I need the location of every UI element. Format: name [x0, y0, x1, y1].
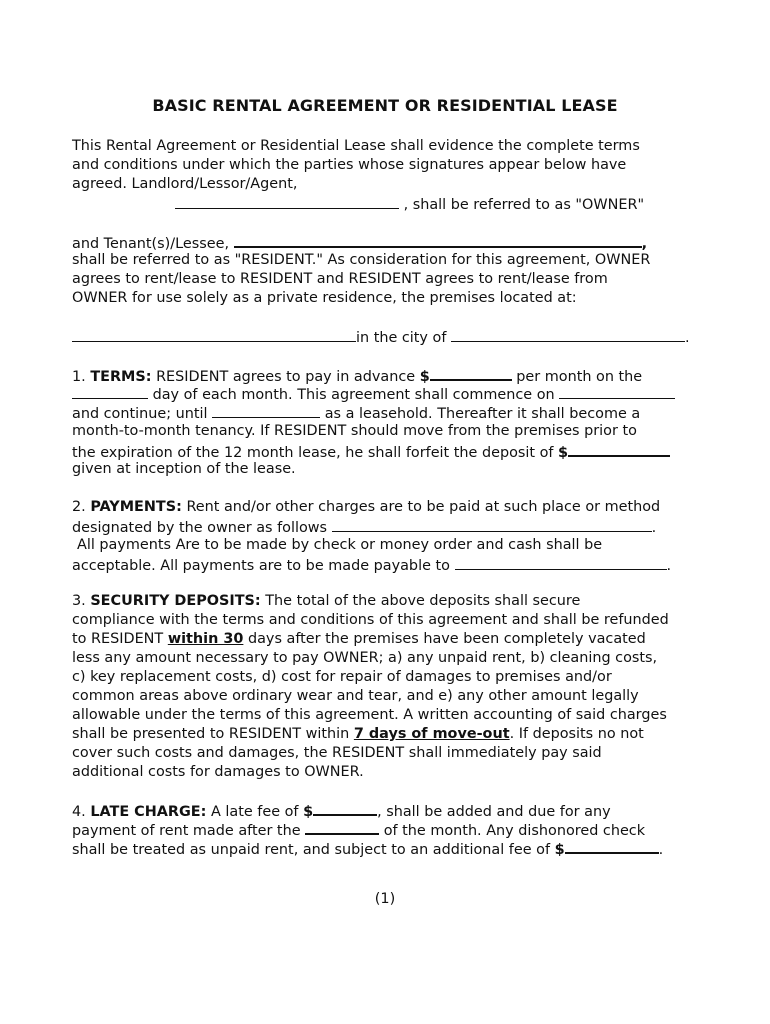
dollar-sign: $	[558, 445, 569, 461]
late-due-text: , shall be added and due for any	[377, 804, 611, 820]
dollar-sign: $	[419, 369, 430, 385]
vacated-text: days after the premises have been completely vacated	[247, 631, 646, 647]
rent-amount-blank[interactable]	[430, 365, 512, 381]
security-heading: SECURITY DEPOSITS:	[90, 593, 261, 609]
late-period: .	[658, 842, 664, 858]
payments-line-4	[72, 555, 671, 576]
payments-line-2	[72, 517, 656, 538]
tenant-comma: ,	[641, 236, 648, 252]
deposit-amount-blank[interactable]	[568, 441, 670, 457]
security-line-9: cover such costs and damages, the RESIDENT shall immediately pay said	[72, 745, 602, 761]
tenant-line-4: OWNER for use solely as a private residence, the premises located at:	[72, 290, 577, 306]
terms-line-4: month-to-month tenancy. If RESIDENT should move from the premises prior to	[72, 423, 637, 439]
intro-line-4	[175, 194, 644, 215]
security-line-8	[72, 725, 644, 744]
payee-blank[interactable]	[455, 555, 667, 570]
dishonored-text: of the month. Any dishonored check	[383, 823, 646, 839]
tenant-line-3: agrees to rent/lease to RESIDENT and RESIDENT agrees to rent/lease from	[72, 271, 608, 287]
intro-line-3: agreed. Landlord/Lessor/Agent,	[72, 176, 298, 192]
security-line-4: less any amount necessary to pay OWNER; a) any unpaid rent, b) cleaning costs,	[72, 650, 658, 666]
move-out-emphasis: 7 days of move-out	[353, 726, 510, 742]
terms-number: 1.	[72, 369, 86, 385]
dollar-sign: $	[554, 842, 565, 858]
security-line-3	[72, 630, 646, 649]
accounting-text: shall be presented to RESIDENT within	[72, 726, 350, 742]
city-label: in the city of	[356, 330, 447, 346]
forfeit-text: the expiration of the 12 month lease, he shall forfeit the deposit of	[72, 445, 554, 461]
security-line-1	[72, 592, 580, 611]
terms-line-2	[72, 384, 675, 405]
security-number: 3.	[72, 593, 86, 609]
tenant-line-2: shall be referred to as "RESIDENT." As consideration for this agreement, OWNER	[72, 252, 651, 268]
payments-number: 2.	[72, 499, 86, 515]
intro-line-1: This Rental Agreement or Residential Lease shall evidence the complete terms	[72, 138, 640, 154]
late-line-3	[72, 838, 663, 860]
late-number: 4.	[72, 804, 86, 820]
commence-date-blank[interactable]	[559, 384, 675, 399]
terms-line-6: given at inception of the lease.	[72, 461, 296, 477]
refund-text: to RESIDENT	[72, 631, 164, 647]
deposits-text: . If deposits no not	[509, 726, 644, 742]
tenant-label: and Tenant(s)/Lessee,	[72, 236, 230, 252]
payments-line-3: All payments Are to be made by check or money order and cash shall be	[77, 537, 603, 553]
owner-name-blank[interactable]	[175, 194, 399, 209]
security-line-6: common areas above ordinary wear and tear, and e) any other amount legally	[72, 688, 639, 704]
payments-text: Rent and/or other charges are to be paid at such place or method	[186, 499, 661, 515]
additional-fee-text: shall be treated as unpaid rent, and subject to an additional fee of	[72, 842, 551, 858]
late-heading: LATE CHARGE:	[90, 804, 207, 820]
terms-line-3	[72, 403, 640, 424]
additional-fee-blank[interactable]	[565, 838, 659, 854]
document-title: BASIC RENTAL AGREEMENT OR RESIDENTIAL LEASE	[152, 96, 618, 115]
owner-reference-text: , shall be referred to as "OWNER"	[403, 197, 645, 213]
intro-line-2: and conditions under which the parties whose signatures appear below have	[72, 157, 627, 173]
security-text: The total of the above deposits shall secure	[265, 593, 581, 609]
premises-address-blank[interactable]	[72, 327, 356, 342]
terms-text-b: per month on the	[516, 369, 643, 385]
until-date-blank[interactable]	[212, 403, 320, 418]
refund-days-emphasis: within 30	[167, 631, 244, 647]
payments-method-text: designated by the owner as follows	[72, 520, 328, 536]
security-line-10: additional costs for damages to OWNER.	[72, 764, 364, 780]
late-fee-text: A late fee of	[210, 804, 299, 820]
dollar-sign: $	[303, 804, 314, 820]
premises-period: .	[684, 330, 690, 346]
terms-text: RESIDENT agrees to pay in advance	[156, 369, 416, 385]
page-number: (1)	[374, 891, 396, 907]
payable-text: acceptable. All payments are to be made payable to	[72, 558, 450, 574]
late-day-blank[interactable]	[305, 819, 379, 835]
terms-leasehold-text: as a leasehold. Thereafter it shall become a	[324, 406, 641, 422]
payment-day-blank[interactable]	[72, 384, 148, 399]
payable-period: .	[666, 558, 672, 574]
terms-heading: TERMS:	[90, 369, 152, 385]
payments-line-1	[72, 498, 660, 517]
tenant-name-blank[interactable]	[234, 232, 642, 248]
payments-period: .	[651, 520, 657, 536]
terms-until-text: and continue; until	[72, 406, 208, 422]
premises-line	[72, 327, 690, 348]
terms-commence-text: day of each month. This agreement shall commence on	[152, 387, 555, 403]
late-fee-blank[interactable]	[313, 800, 377, 816]
security-line-2: compliance with the terms and conditions of this agreement and shall be refunded	[72, 612, 669, 628]
payment-method-blank[interactable]	[332, 517, 652, 532]
late-after-text: payment of rent made after the	[72, 823, 301, 839]
security-line-7: allowable under the terms of this agreement. A written accounting of said charges	[72, 707, 667, 723]
payments-heading: PAYMENTS:	[90, 499, 182, 515]
security-line-5: c) key replacement costs, d) cost for repair of damages to premises and/or	[72, 669, 612, 685]
city-blank[interactable]	[451, 327, 685, 342]
